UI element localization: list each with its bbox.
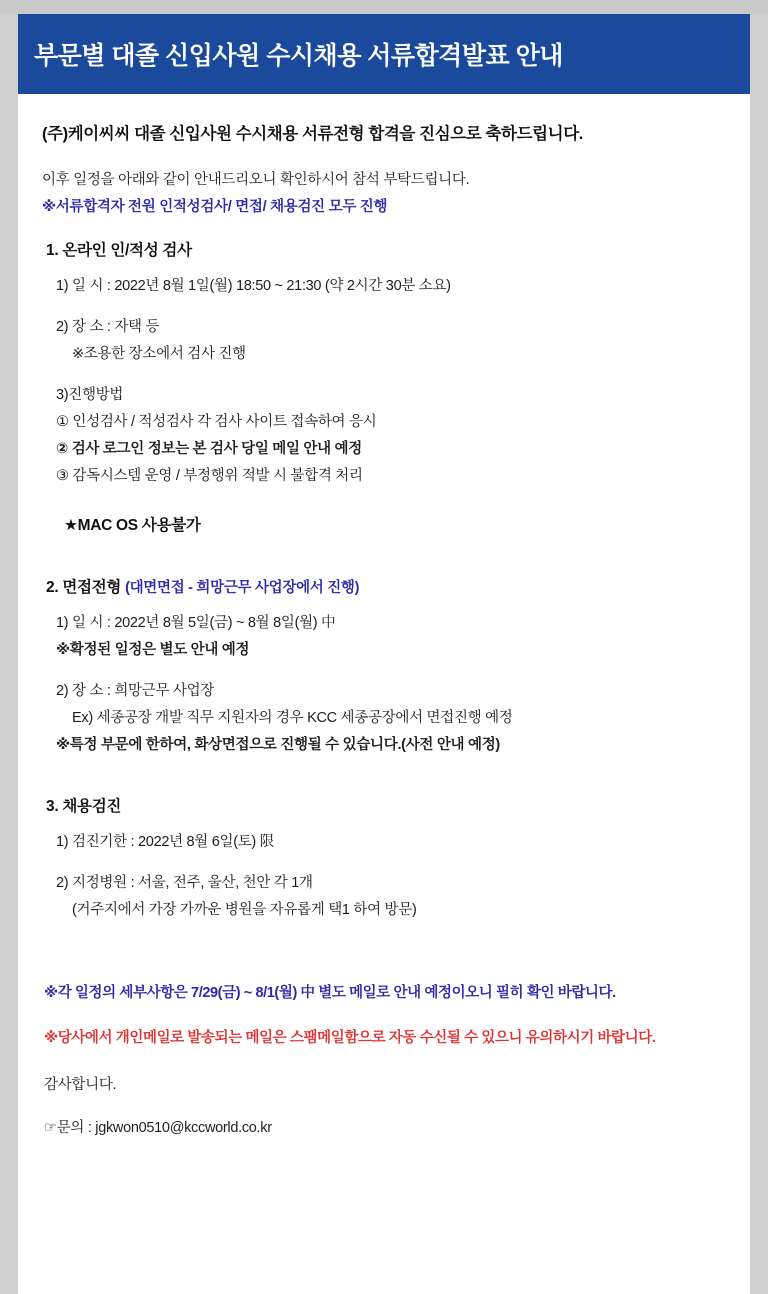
spacer xyxy=(42,857,732,871)
footer-note-red: ※당사에서 개인메일로 발송되는 메일은 스팸메일함으로 자동 수신될 수 있으니 유의하시기 바랍니다. xyxy=(44,1030,656,1046)
page-title: 부문별 대졸 신입사원 수시채용 서류합격발표 안내 xyxy=(34,42,563,70)
spacer xyxy=(42,760,732,794)
header-banner xyxy=(18,14,750,94)
section-subtitle-2: (대면면접 - 희망근무 사업장에서 진행) xyxy=(125,580,360,596)
section-2-line-2: ※확정된 일정은 별도 안내 예정 xyxy=(56,642,250,658)
notice-sheet xyxy=(18,14,750,1294)
section-heading-2: 면접전형 xyxy=(62,579,122,596)
section-2-line-1: 1) 일 시 : 2022년 8월 5일(금) ~ 8월 8일(월) 中 xyxy=(56,615,336,631)
footer-note-blue: ※각 일정의 세부사항은 7/29(금) ~ 8/1(월) 中 별도 메일로 안내 예정이오니 필히 확인 바랍니다. xyxy=(44,985,616,1001)
section-1-star-note: ★MAC OS 사용불가 xyxy=(64,517,201,534)
section-number-2: 2. xyxy=(46,579,59,596)
section-number-1: 1. xyxy=(46,242,59,259)
spacer xyxy=(42,665,732,679)
section-3-line-3: 2) 지정병원 : 서울, 전주, 울산, 천안 각 1개 xyxy=(56,875,313,891)
spacer xyxy=(42,925,732,959)
section-1-line-3: 2) 장 소 : 자택 등 xyxy=(56,319,160,335)
section-2-line-6: ※특정 부문에 한하여, 화상면접으로 진행될 수 있습니다.(사전 안내 예정) xyxy=(56,737,500,753)
section-heading-1: 온라인 인/적성 검사 xyxy=(62,242,192,259)
document-page xyxy=(0,14,768,1294)
spacer xyxy=(42,491,732,513)
notice-body xyxy=(18,94,750,1137)
section-1-line-1: 1) 일 시 : 2022년 8월 1일(월) 18:50 ~ 21:30 (약 2시간 30분 소요) xyxy=(56,278,451,294)
spacer xyxy=(42,959,732,981)
congratulation-text: (주)케이씨씨 대졸 신입사원 수시채용 서류전형 합격을 진심으로 축하드립니다. xyxy=(42,125,583,143)
section-heading-3: 채용검진 xyxy=(62,798,122,815)
left-gutter xyxy=(0,14,18,1294)
section-title-2 xyxy=(46,575,732,597)
spacer xyxy=(42,541,732,575)
section-1-line-4: ※조용한 장소에서 검사 진행 xyxy=(72,346,246,362)
section-3-line-4: (거주지에서 가장 가까운 병원을 자유롭게 택1 하여 방문) xyxy=(72,902,417,918)
section-1-line-6: 3)진행방법 xyxy=(56,387,124,403)
spacer xyxy=(42,369,732,383)
intro-line: 이후 일정을 아래와 같이 안내드리오니 확인하시어 참석 부탁드립니다. xyxy=(42,172,470,188)
contact-email: ☞문의 : jgkwon0510@kccworld.co.kr xyxy=(44,1120,272,1136)
thanks-text: 감사합니다. xyxy=(44,1077,117,1093)
section-1-line-7: ① 인성검사 / 적성검사 각 검사 사이트 접속하여 응시 xyxy=(56,414,377,430)
section-2-line-4: 2) 장 소 : 희망근무 사업장 xyxy=(56,683,215,699)
right-gutter xyxy=(750,14,768,1294)
section-2-line-5: Ex) 세종공장 개발 직무 지원자의 경우 KCC 세종공장에서 면접진행 예정 xyxy=(72,710,513,726)
section-1-line-9: ③ 감독시스템 운영 / 부정행위 적발 시 불합격 처리 xyxy=(56,468,363,484)
section-number-3: 3. xyxy=(46,798,59,815)
section-1-line-8: ② 검사 로그인 정보는 본 검사 당일 메일 안내 예정 xyxy=(56,441,362,457)
spacer xyxy=(42,301,732,315)
intro-note: ※서류합격자 전원 인적성검사/ 면접/ 채용검진 모두 진행 xyxy=(42,199,388,215)
section-3-line-1: 1) 검진기한 : 2022년 8월 6일(토) 限 xyxy=(56,834,274,850)
section-title-1 xyxy=(46,238,732,260)
section-title-3 xyxy=(46,794,732,816)
